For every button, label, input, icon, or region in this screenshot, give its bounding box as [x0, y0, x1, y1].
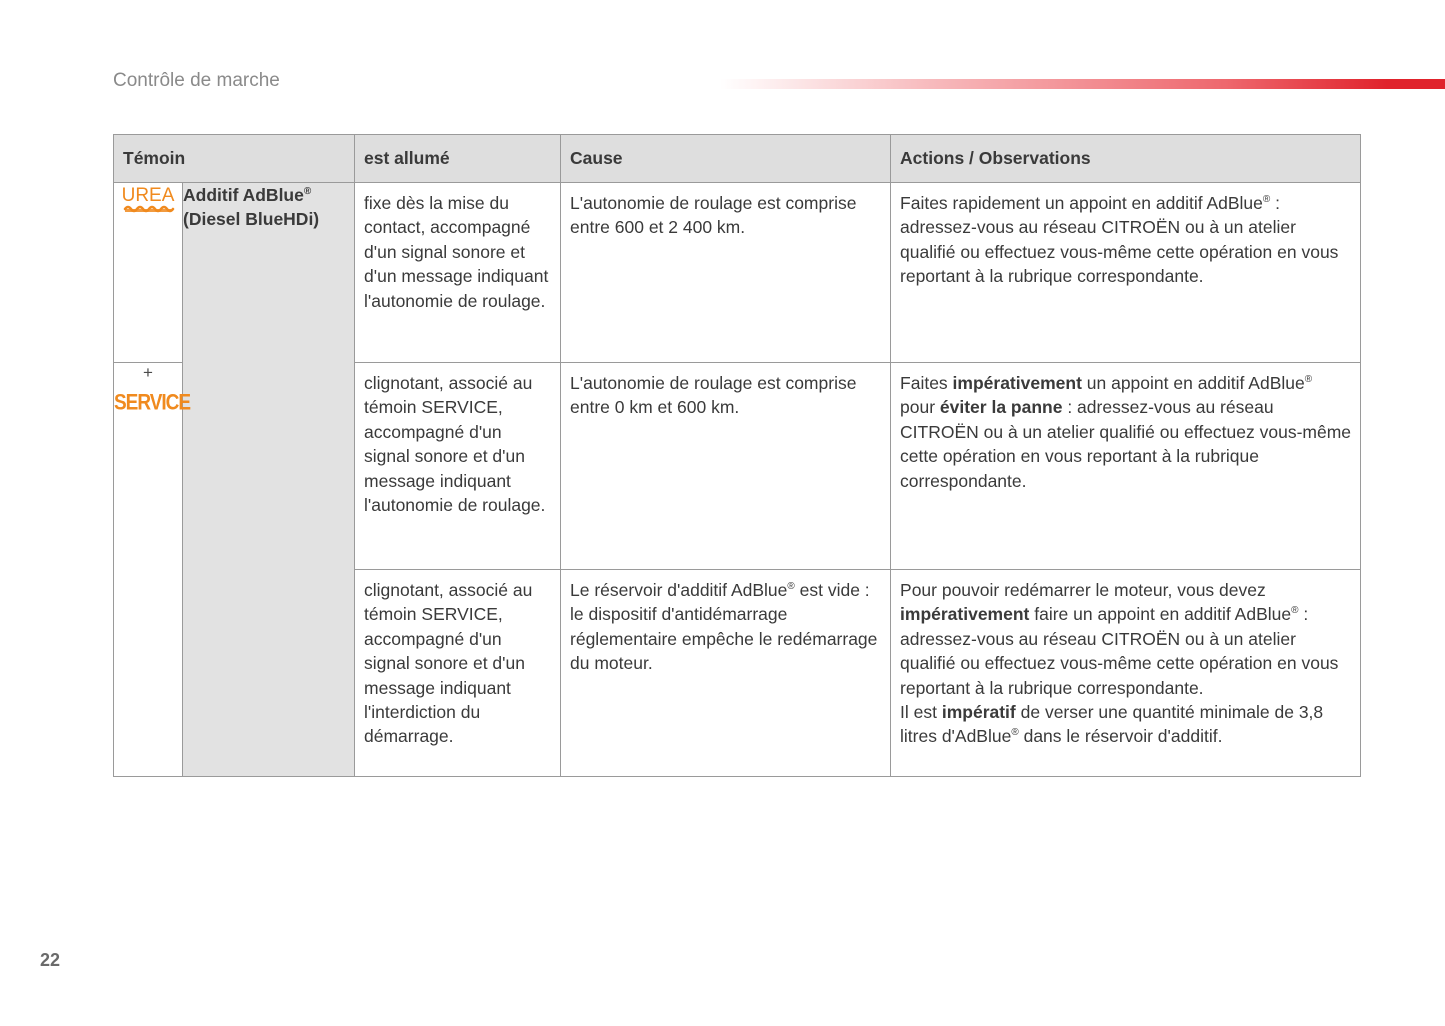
- urea-warning-icon: [119, 183, 177, 219]
- action-emphasis: impérativement: [952, 373, 1082, 393]
- allume-cell: clignotant, associé au témoin SERVICE, accompagné d'un signal sonore et d'un message indiquant l'autonomie de roulage.: [355, 363, 561, 570]
- header-allume: est allumé: [355, 135, 561, 183]
- header-actions: Actions / Observations: [891, 135, 1361, 183]
- header-accent-bar: [720, 79, 1445, 89]
- indicator-name-line2: (Diesel BlueHDi): [183, 209, 320, 230]
- action-emphasis: impérativement: [900, 604, 1030, 625]
- table-row: [114, 183, 1361, 363]
- action-cell: [891, 570, 1361, 777]
- service-warning-icon: SERVICE: [114, 391, 191, 416]
- action-text: : adressez-vous au réseau CITROËN ou à un atelier qualifié ou effectuez vous-même cette opération en vous reportant à la rubrique correspondante.: [900, 397, 1352, 491]
- indicator-name-cell: [183, 183, 355, 777]
- registered-mark: ®: [1304, 374, 1313, 386]
- service-icon-cell: [114, 363, 191, 777]
- action-cell: [891, 183, 1361, 363]
- registered-mark: ®: [1291, 605, 1299, 617]
- action-text: Faites rapidement un appoint en additif AdBlue: [900, 193, 1263, 213]
- urea-icon-cell: [114, 183, 183, 363]
- indicator-name-line1: Additif AdBlue: [183, 185, 304, 205]
- header-cause: Cause: [561, 135, 891, 183]
- header-temoin: Témoin: [114, 135, 355, 183]
- section-title: Contrôle de marche: [113, 70, 280, 91]
- cause-cell: L'autonomie de roulage est comprise entre 600 et 2 400 km.: [561, 183, 891, 363]
- urea-icon-text: UREA: [121, 185, 175, 206]
- action-text: pour: [900, 397, 940, 418]
- registered-mark: ®: [1262, 194, 1271, 206]
- warning-lights-table: [113, 134, 1361, 777]
- registered-mark: ®: [303, 186, 312, 198]
- action-text: : adressez-vous au réseau CITROËN ou à un atelier qualifié ou effectuez vous-même cette opération en vous reportant à la rubrique correspondante.: [900, 604, 1339, 698]
- action-text: : adressez-vous au réseau CITROËN ou à un atelier qualifié ou effectuez vous-même cette opération en vous reportant à la rubrique correspondante.: [900, 193, 1339, 287]
- cause-cell: L'autonomie de roulage est comprise entre 0 km et 600 km.: [561, 363, 891, 570]
- allume-cell: fixe dès la mise du contact, accompagné d'un signal sonore et d'un message indiquant l'autonomie de roulage.: [355, 183, 561, 363]
- action-text: faire un appoint en additif AdBlue: [1029, 604, 1292, 625]
- action-text: Faites: [900, 373, 953, 393]
- registered-mark: ®: [787, 581, 795, 593]
- action-text: dans le réservoir d'additif.: [1018, 726, 1223, 747]
- cause-text: Le réservoir d'additif AdBlue: [570, 580, 788, 600]
- table-header-row: [114, 135, 1361, 183]
- action-cell: [891, 363, 1361, 570]
- cause-text: est vide : le dispositif d'antidémarrage réglementaire empêche le redémarrage du moteur.: [570, 580, 878, 674]
- action-text: Il est: [900, 702, 942, 723]
- action-emphasis: impératif: [941, 702, 1016, 723]
- action-text: de verser une quantité minimale de 3,8 litres d'AdBlue: [900, 702, 1324, 747]
- plus-sign: +: [143, 363, 153, 382]
- cause-cell: [561, 570, 891, 777]
- action-text: Pour pouvoir redémarrer le moteur, vous devez: [900, 580, 1266, 600]
- registered-mark: ®: [1011, 727, 1019, 739]
- action-emphasis: éviter la panne: [939, 397, 1063, 418]
- allume-cell: clignotant, associé au témoin SERVICE, accompagné d'un signal sonore et d'un message indiquant l'interdiction du démarrage.: [355, 570, 561, 777]
- page-number: 22: [40, 950, 61, 970]
- action-text: un appoint en additif AdBlue: [1081, 373, 1305, 393]
